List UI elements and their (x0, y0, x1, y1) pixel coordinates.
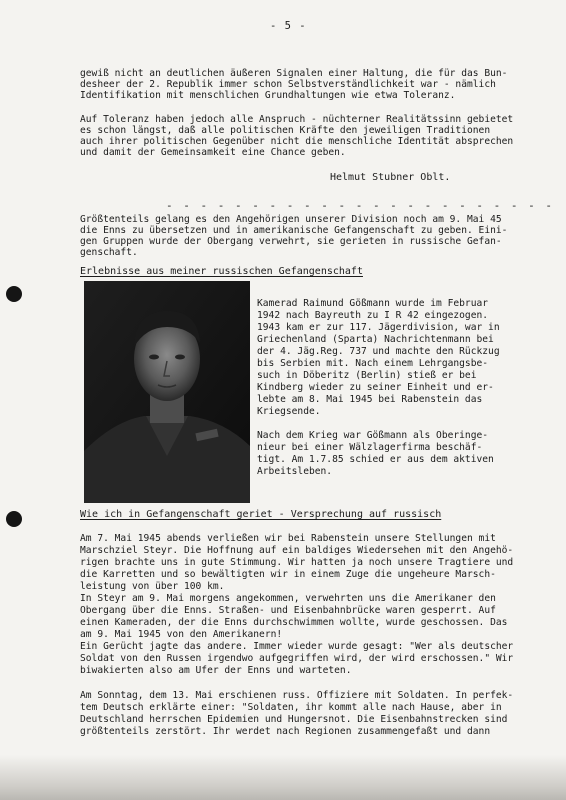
bio2-line-3: tigt. Am 1.7.85 schied er aus dem aktiven (257, 454, 494, 465)
bio-line-6: bis Serbien mit. Nach einem Lehrgangsbe- (257, 358, 489, 369)
paragraph-1-line-2: desheer der 2. Republik immer schon Selbstverständlichkeit war - nämlich (80, 79, 496, 90)
paragraph-5-line-2: tem Deutsch erklärte einer: "Soldaten, ihr kommt alle nach Hause, aber in (80, 702, 502, 713)
portrait-photo (84, 281, 250, 503)
paragraph-4-line-5: leistung von über 100 km. (80, 581, 225, 592)
paragraph-1-line-1: gewiß nicht an deutlichen äußeren Signalen einer Haltung, die für das Bun- (80, 68, 508, 79)
paragraph-4-line-3: rigen brachte uns in gute Stimmung. Wir hatten ja noch unsere Tragtiere und (80, 557, 514, 568)
bio-line-10: Kriegsende. (257, 406, 321, 417)
paragraph-4-line-1: Am 7. Mai 1945 abends verließen wir bei Rabenstein unsere Stellungen mit (80, 533, 496, 544)
section-heading-2: Wie ich in Gefangenschaft geriet - Versprechung auf russisch (80, 509, 442, 520)
paragraph-2-line-3: auch ihrer politischen Gegenüber nicht die menschliche Identität absprechen (80, 136, 514, 147)
paragraph-2-line-4: und damit der Gemeinsamkeit eine Chance geben. (80, 147, 346, 158)
paragraph-4-line-4: die Karretten und so bewältigten wir in einem Zuge die ungeheure Marsch- (80, 569, 496, 580)
paragraph-3-line-2: die Enns zu übersetzen und in amerikanische Gefangenschaft zu geben. Eini- (80, 225, 508, 236)
paragraph-3-line-3: gen Gruppen wurde der Obergang verwehrt, sie gerieten in russische Gefan- (80, 236, 502, 247)
paragraph-5-line-4: größtenteils zerstört. Ihr werdet nach Regionen zusammengefaßt und dann (80, 726, 491, 737)
paragraph-4-line-11: Soldat von den Russen irgendwo aufgegriffen wird, der wird erschossen." Wir (80, 653, 514, 664)
punch-hole-bottom (6, 511, 22, 527)
bio-line-1: Kamerad Raimund Gößmann wurde im Februar (257, 298, 489, 309)
paragraph-3-line-1: Größtenteils gelang es den Angehörigen unserer Division noch am 9. Mai 45 (80, 214, 502, 225)
bio-line-5: der 4. Jäg.Reg. 737 und machte den Rückzug (257, 346, 500, 357)
paragraph-4-line-7: Obergang über die Enns. Straßen- und Eisenbahnbrücke waren gesperrt. Auf (80, 605, 496, 616)
bio2-line-2: nieur bei einer Wälzlagerfirma beschäf- (257, 442, 483, 453)
paragraph-5-line-1: Am Sonntag, dem 13. Mai erschienen russ. Offiziere mit Soldaten. In perfek- (80, 690, 514, 701)
paragraph-4-line-8: einen Kameraden, der die Enns durchschwimmen wollte, wurde geschossen. Das (80, 617, 508, 628)
paragraph-5-line-3: Deutschland herrschen Epidemien und Hungersnot. Die Eisenbahnstrecken sind (80, 714, 508, 725)
bio-line-2: 1942 nach Bayreuth zu I R 42 eingezogen. (257, 310, 489, 321)
paragraph-4-line-12: biwakierten also am Ufer der Enns und warteten. (80, 665, 352, 676)
bio-line-8: Kindberg wieder zu seiner Einheit und er- (257, 382, 494, 393)
paragraph-4-line-2: Marschziel Steyr. Die Hoffnung auf ein baldiges Wiedersehen mit den Angehö- (80, 545, 514, 556)
paragraph-2-line-2: es schon längst, daß alle politischen Kräfte den jeweiligen Traditionen (80, 125, 491, 136)
punch-hole-top (6, 286, 22, 302)
paragraph-1-line-3: Identifikation mit menschlichen Grundhaltungen wie etwa Toleranz. (80, 90, 456, 101)
bio-line-3: 1943 kam er zur 117. Jägerdivision, war in (257, 322, 500, 333)
paragraph-2-line-1: Auf Toleranz haben jedoch alle Anspruch - nüchterner Realitätssinn gebietet (80, 114, 514, 125)
paragraph-4-line-9: am 9. Mai 1945 von den Amerikanern! (80, 629, 283, 640)
paragraph-4-line-10: Ein Gerücht jagte das andere. Immer wieder wurde gesagt: "Wer als deutscher (80, 641, 514, 652)
paragraph-3-line-4: genschaft. (80, 247, 138, 258)
bio-line-4: Griechenland (Sparta) Nachrichtenmann bei (257, 334, 494, 345)
bio2-line-4: Arbeitsleben. (257, 466, 333, 477)
scan-shadow (0, 755, 566, 800)
section-heading-1: Erlebnisse aus meiner russischen Gefangenschaft (80, 266, 363, 277)
bio-line-7: such in Döberitz (Berlin) stieß er bei (257, 370, 477, 381)
author-signature: Helmut Stubner Oblt. (330, 172, 451, 183)
section-separator: - - - - - - - - - - - - - - - - - - - - - - - (166, 199, 555, 212)
bio-line-9: lebte am 8. Mai 1945 bei Rabenstein das (257, 394, 483, 405)
bio2-line-1: Nach dem Krieg war Gößmann als Oberinge- (257, 430, 489, 441)
page-number: - 5 - (270, 20, 307, 32)
paragraph-4-line-6: In Steyr am 9. Mai morgens angekommen, verwehrten uns die Amerikaner den (80, 593, 496, 604)
